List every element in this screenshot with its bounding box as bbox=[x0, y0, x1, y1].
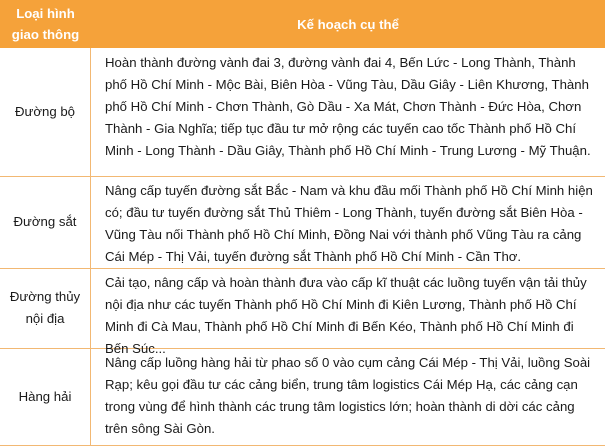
table-row bbox=[0, 176, 605, 269]
header-specific-plan: Kế hoạch cụ thể bbox=[297, 16, 399, 32]
table-row bbox=[0, 48, 605, 177]
row-transport-type: Hàng hải bbox=[0, 348, 91, 445]
table-header-row bbox=[0, 0, 605, 48]
row-transport-type: Đường thủy nội địa bbox=[0, 268, 91, 348]
row-plan-text: Nâng cấp luồng hàng hải từ phao số 0 vào cụm cảng Cái Mép - Thị Vải, luồng Soài Rạp; kêu gọi đầu tư các cảng biển, trung tâm logistics Cái Mép Hạ, các cảng cạn trong vùng để hình thành các trung tâm logistics lớn; hoàn thành di dời các cảng trên sông Sài Gòn. bbox=[105, 355, 591, 436]
table-row bbox=[0, 268, 605, 356]
header-transport-type: Loại hình giao thông bbox=[11, 6, 80, 42]
row-plan-text: Cải tạo, nâng cấp và hoàn thành đưa vào cấp kĩ thuật các luồng tuyến vận tải thủy nội địa như các tuyến Thành phố Hồ Chí Minh đi Kiên Lương, Thành phố Hồ Chí Minh đi Cà Mau, Thành phố Hồ Chí Minh đi Bến Kéo, Thành phố Hồ Chí Minh đi Bến Súc... bbox=[105, 275, 587, 356]
row-transport-type: Đường sắt bbox=[0, 176, 91, 268]
row-plan-text: Hoàn thành đường vành đai 3, đường vành đai 4, Bến Lức - Long Thành, Thành phố Hồ Chí Minh - Mộc Bài, Biên Hòa - Vũng Tàu, Dầu Giây - Liên Khương, Thành phố Hồ Chí Minh - Chơn Thành, Gò Dầu - Xa Mát, Chơn Thành - Đức Hòa, Chơn Thành - Gia Nghĩa; tiếp tục đầu tư mở rộng các tuyến cao tốc Thành phố Hồ Chí Minh - Long Thành - Dầu Giây, Thành phố Hồ Chí Minh - Trung Lương - Mỹ Thuận. bbox=[105, 55, 591, 158]
table-row bbox=[0, 348, 605, 446]
row-plan-text: Nâng cấp tuyến đường sắt Bắc - Nam và khu đầu mối Thành phố Hồ Chí Minh hiện có; đầu tư tuyến đường sắt Thủ Thiêm - Long Thành, tuyến đường sắt Biên Hòa - Vũng Tàu nối Thành phố Hồ Chí Minh, Đồng Nai với thành phố Vũng Tàu ra cảng Cái Mép - Thị Vải, tuyến đường sắt Thành phố Hồ Chí Minh - Cần Thơ. bbox=[105, 183, 593, 264]
row-transport-type: Đường bộ bbox=[0, 48, 91, 176]
